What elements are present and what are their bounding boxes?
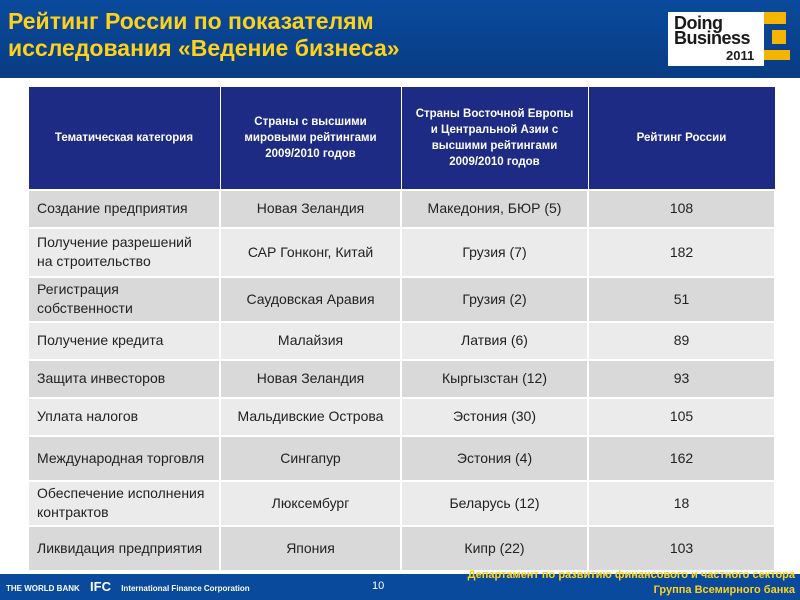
- table-row: [28, 190, 775, 228]
- logo-accent-shape: [764, 50, 790, 60]
- page-number: 10: [372, 580, 385, 592]
- logo-accent-shape: [772, 30, 786, 44]
- cell-eca-top: Кыргызстан (12): [401, 360, 588, 398]
- cell-world-top: Мальдивские Острова: [220, 398, 401, 436]
- footer-department: Департамент по развитию финансового и частного сектора: [467, 569, 795, 581]
- logo-year: 2011: [726, 48, 755, 63]
- table-row: [28, 526, 775, 571]
- column-header-category: Тематическая категория: [28, 87, 220, 190]
- cell-eca-top: Беларусь (12): [401, 481, 588, 526]
- column-header-eca-top: Страны Восточной Европы и Центральной Азии с высшими рейтингами 2009/2010 годов: [401, 87, 588, 190]
- cell-russia-rank: 105: [588, 398, 775, 436]
- cell-eca-top: Македония, БЮР (5): [401, 190, 588, 228]
- logo-line1: Doing: [674, 13, 723, 33]
- cell-world-top: Сингапур: [220, 436, 401, 481]
- cell-world-top: САР Гонконг, Китай: [220, 228, 401, 277]
- cell-russia-rank: 18: [588, 481, 775, 526]
- cell-category: Получение кредита: [28, 322, 220, 360]
- footer-logos: [6, 579, 258, 594]
- cell-category: Регистрация собственности: [28, 277, 220, 322]
- table-header-row: [28, 87, 775, 190]
- slide-title-line1: Рейтинг России по показателям: [8, 8, 374, 34]
- cell-world-top: Новая Зеландия: [220, 190, 401, 228]
- world-bank-logo: THE WORLD BANK: [6, 584, 80, 593]
- cell-eca-top: Грузия (7): [401, 228, 588, 277]
- cell-category: Ликвидация предприятия: [28, 526, 220, 571]
- footer-group: Группа Всемирного банка: [653, 584, 795, 596]
- cell-eca-top: Грузия (2): [401, 277, 588, 322]
- cell-russia-rank: 182: [588, 228, 775, 277]
- cell-eca-top: Эстония (30): [401, 398, 588, 436]
- logo-line2: Business: [674, 28, 751, 48]
- ifc-subtitle: International Finance Corporation: [121, 584, 250, 593]
- cell-russia-rank: 93: [588, 360, 775, 398]
- table-row: [28, 481, 775, 526]
- table-row: [28, 360, 775, 398]
- cell-world-top: Саудовская Аравия: [220, 277, 401, 322]
- cell-category: Создание предприятия: [28, 190, 220, 228]
- ifc-logo: IFC: [90, 579, 111, 594]
- column-header-world-top: Страны с высшими мировыми рейтингами 2009/2010 годов: [220, 87, 401, 190]
- logo-accent-shape: [764, 12, 786, 24]
- cell-russia-rank: 89: [588, 322, 775, 360]
- cell-category: Уплата налогов: [28, 398, 220, 436]
- table-row: [28, 277, 775, 322]
- column-header-russia-rank: Рейтинг России: [588, 87, 775, 190]
- cell-category: Защита инвесторов: [28, 360, 220, 398]
- doing-business-logo: [668, 8, 794, 70]
- cell-world-top: Новая Зеландия: [220, 360, 401, 398]
- table-row: [28, 322, 775, 360]
- table-row: [28, 398, 775, 436]
- cell-category: Обеспечение исполнения контрактов: [28, 481, 220, 526]
- cell-russia-rank: 108: [588, 190, 775, 228]
- slide-title: [8, 8, 608, 62]
- cell-russia-rank: 103: [588, 526, 775, 571]
- cell-world-top: Япония: [220, 526, 401, 571]
- cell-eca-top: Кипр (22): [401, 526, 588, 571]
- table-row: [28, 228, 775, 277]
- cell-world-top: Малайзия: [220, 322, 401, 360]
- logo-text: [674, 13, 751, 48]
- cell-russia-rank: 51: [588, 277, 775, 322]
- cell-category: Получение разрешений на строительство: [28, 228, 220, 277]
- table-row: [28, 436, 775, 481]
- cell-eca-top: Латвия (6): [401, 322, 588, 360]
- slide-title-line2: исследования «Ведение бизнеса»: [8, 35, 400, 61]
- ranking-table: [27, 86, 774, 572]
- cell-russia-rank: 162: [588, 436, 775, 481]
- cell-category: Международная торговля: [28, 436, 220, 481]
- cell-eca-top: Эстония (4): [401, 436, 588, 481]
- cell-world-top: Люксембург: [220, 481, 401, 526]
